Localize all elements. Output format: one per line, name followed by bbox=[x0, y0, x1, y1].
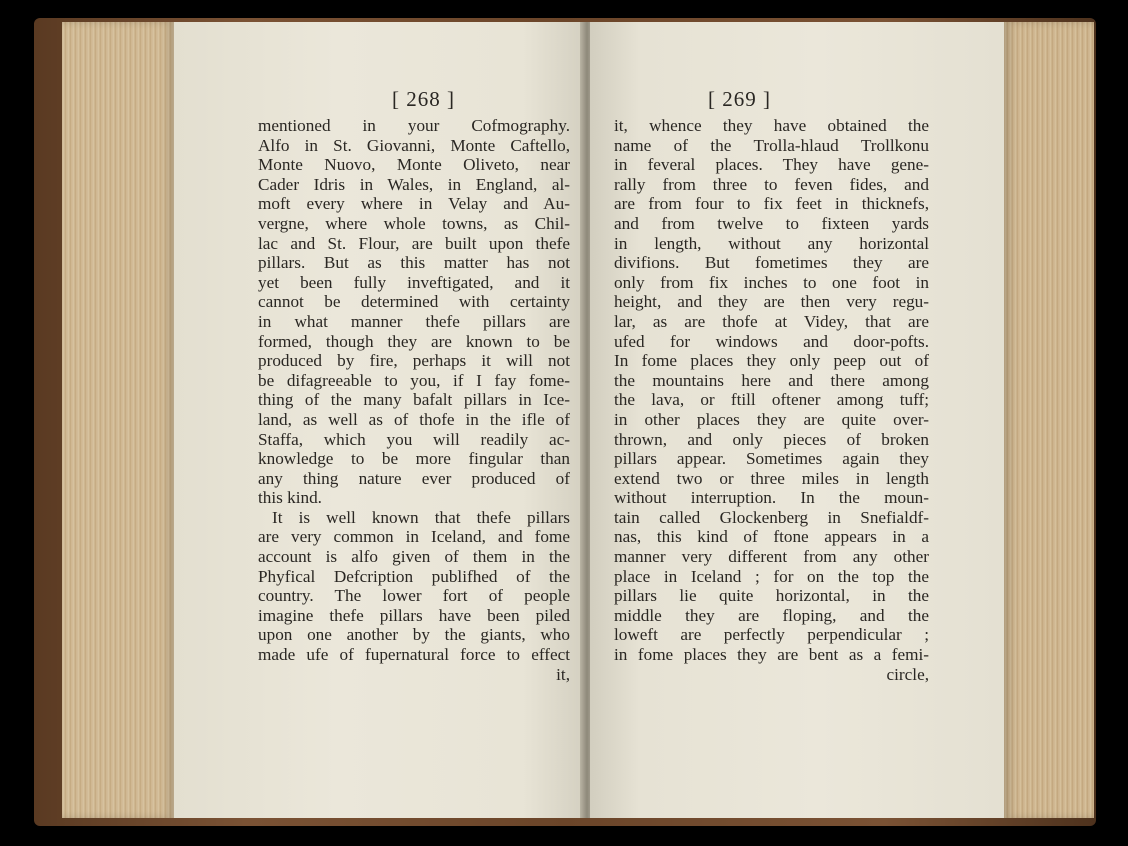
text-line: height, and they are then very regu- bbox=[614, 292, 929, 312]
text-line: lac and St. Flour, are built upon thefe bbox=[258, 233, 570, 253]
text-line: place in Iceland ; for on the top the bbox=[614, 566, 929, 586]
text-line: country. The lower fort of people bbox=[258, 586, 570, 606]
text-line: this kind. bbox=[258, 488, 322, 508]
text-line: in length, without any horizontal bbox=[614, 233, 929, 253]
left-page-body bbox=[258, 116, 570, 684]
catchword: it, bbox=[556, 664, 570, 684]
text-line: be difagreeable to you, if I fay fome- bbox=[258, 370, 570, 390]
text-line: In fome places they only peep out of bbox=[614, 351, 929, 371]
left-page-edges bbox=[62, 22, 174, 818]
text-line: in fome places they are bent as a femi- bbox=[614, 645, 929, 665]
text-line: ufed for windows and door-pofts. bbox=[614, 331, 929, 351]
text-line: Phyfical Defcription publifhed of the bbox=[258, 566, 570, 586]
text-line: pillars lie quite horizontal, in the bbox=[614, 586, 929, 606]
text-line: middle they are floping, and the bbox=[614, 605, 929, 625]
text-line: in feveral places. They have gene- bbox=[614, 155, 929, 175]
text-line: knowledge to be more fingular than bbox=[258, 449, 570, 469]
text-line: Alfo in St. Giovanni, Monte Caftello, bbox=[258, 135, 570, 155]
text-line: only from fix inches to one foot in bbox=[614, 272, 929, 292]
text-line: thrown, and only pieces of broken bbox=[614, 429, 929, 449]
left-page-number: [ 268 ] bbox=[392, 87, 455, 111]
text-line: formed, though they are known to be bbox=[258, 331, 570, 351]
right-page-body bbox=[614, 116, 929, 684]
right-page-edges bbox=[1004, 22, 1094, 818]
right-page-number: [ 269 ] bbox=[708, 87, 771, 111]
text-line: pillars. But as this matter has not bbox=[258, 253, 570, 273]
text-line: it, whence they have obtained the bbox=[614, 116, 929, 135]
text-line: It is well known that thefe pillars bbox=[272, 507, 570, 527]
text-line: mentioned in your Cofmography. bbox=[258, 116, 570, 135]
text-line: Monte Nuovo, Monte Oliveto, near bbox=[258, 155, 570, 175]
text-line: lar, as are thofe at Videy, that are bbox=[614, 311, 929, 331]
text-line: produced by fire, perhaps it will not bbox=[258, 351, 570, 371]
text-line: vergne, where whole towns, as Chil- bbox=[258, 213, 570, 233]
text-line: imagine thefe pillars have been piled bbox=[258, 605, 570, 625]
text-line: tain called Glockenberg in Snefialdf- bbox=[614, 507, 929, 527]
text-line: loweft are perfectly perpendicular ; bbox=[614, 625, 929, 645]
text-line: name of the Trolla-hlaud Trollkonu bbox=[614, 135, 929, 155]
text-line: nas, this kind of ftone appears in a bbox=[614, 527, 929, 547]
text-line: in what manner thefe pillars are bbox=[258, 311, 570, 331]
text-line: the mountains here and there among bbox=[614, 370, 929, 390]
text-line: upon one another by the giants, who bbox=[258, 625, 570, 645]
text-line: are very common in Iceland, and fome bbox=[258, 527, 570, 547]
text-line: made ufe of fupernatural force to effect bbox=[258, 645, 570, 665]
text-line: moft every where in Velay and Au- bbox=[258, 194, 570, 214]
text-line: pillars appear. Sometimes again they bbox=[614, 449, 929, 469]
left-page bbox=[174, 22, 584, 818]
text-line: account is alfo given of them in the bbox=[258, 547, 570, 567]
text-line: divifions. But fometimes they are bbox=[614, 253, 929, 273]
text-line: extend two or three miles in length bbox=[614, 468, 929, 488]
text-line: cannot be determined with certainty bbox=[258, 292, 570, 312]
text-line: in other places they are quite over- bbox=[614, 409, 929, 429]
catchword: circle, bbox=[886, 664, 929, 684]
text-line: and from twelve to fixteen yards bbox=[614, 213, 929, 233]
right-page bbox=[590, 22, 1004, 818]
text-line: Staffa, which you will readily ac- bbox=[258, 429, 570, 449]
text-line: thing of the many bafalt pillars in Ice- bbox=[258, 390, 570, 410]
text-line: are from four to fix feet in thicknefs, bbox=[614, 194, 929, 214]
text-line: without interruption. In the moun- bbox=[614, 488, 929, 508]
text-line: Cader Idris in Wales, in England, al- bbox=[258, 174, 570, 194]
text-line: rally from three to feven fides, and bbox=[614, 174, 929, 194]
text-line: yet been fully inveftigated, and it bbox=[258, 272, 570, 292]
text-line: manner very different from any other bbox=[614, 547, 929, 567]
text-line: the lava, or ftill oftener among tuff; bbox=[614, 390, 929, 410]
text-line: land, as well as of thofe in the ifle of bbox=[258, 409, 570, 429]
text-line: any thing nature ever produced of bbox=[258, 468, 570, 488]
